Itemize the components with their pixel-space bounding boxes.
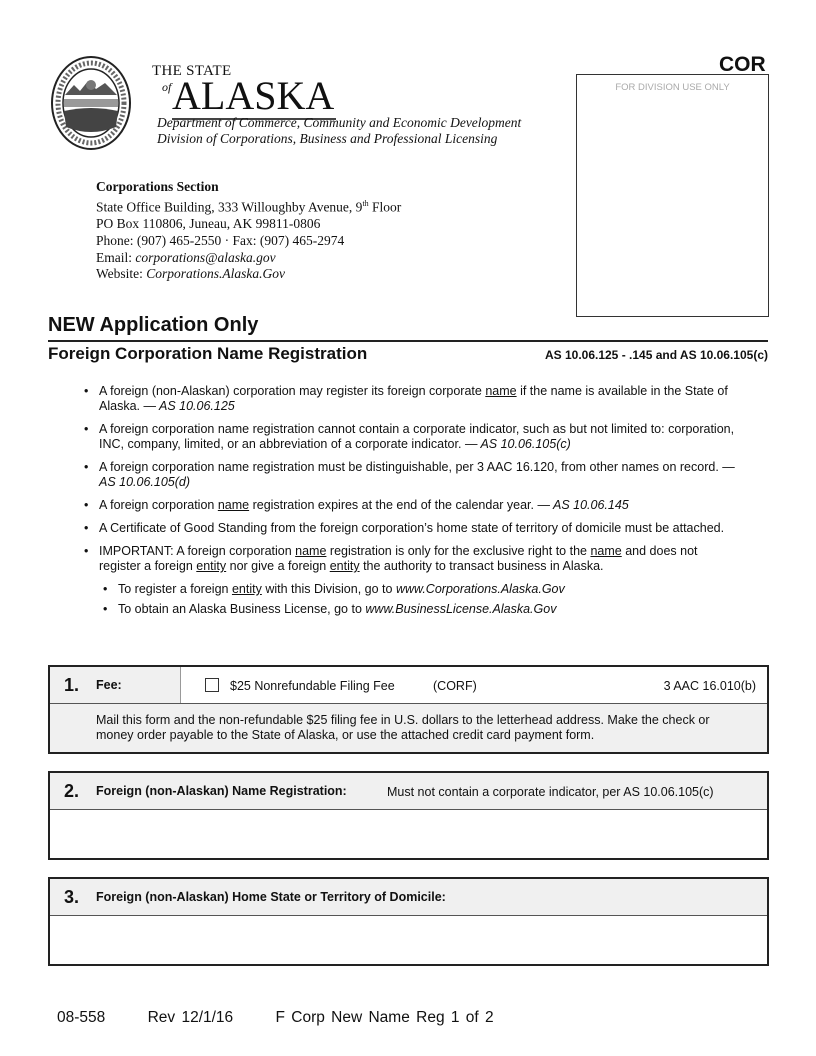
domicile-input[interactable] xyxy=(50,916,767,964)
title-rule xyxy=(48,340,768,342)
section-name: Corporations Section xyxy=(96,179,219,194)
bullet-text: To register a foreign xyxy=(118,582,232,596)
form-number: 08-558 xyxy=(57,1009,106,1026)
floor: Floor xyxy=(368,199,402,215)
division-use-label: FOR DIVISION USE ONLY xyxy=(615,82,730,93)
division-line: Division of Corporations, Business and Professional Licensing xyxy=(157,131,498,146)
fee-reference: 3 AAC 16.010(b) xyxy=(663,679,756,693)
form-subtitle: Foreign Corporation Name Registration xyxy=(48,344,368,363)
bullet-item xyxy=(80,384,740,414)
bullet-item xyxy=(80,422,740,452)
state-seal-logo xyxy=(50,55,132,151)
fee-note: Mail this form and the non-refundable $25 filing fee in U.S. dollars to the letterhead address. Make the check or money order payable to the State of Alaska, or use the attached credit card payment form. xyxy=(50,704,767,752)
section-header xyxy=(50,773,767,810)
bullet-text: registration is only for the exclusive right to the xyxy=(326,544,591,558)
bullet-text: if the name is available in the State of Alaska. xyxy=(99,384,728,413)
bullet-item xyxy=(99,602,740,617)
fee-checkbox[interactable] xyxy=(205,678,219,692)
section-label: Foreign (non-Alaskan) Name Registration: xyxy=(96,784,347,798)
department-name xyxy=(157,115,521,147)
section-3-domicile xyxy=(48,877,769,966)
website-link[interactable]: www.BusinessLicense.Alaska.Gov xyxy=(365,602,557,616)
email-label: Email: xyxy=(96,249,136,265)
statute-citation: — AS 10.06.105(c) xyxy=(464,437,571,451)
bullet-text: name xyxy=(295,544,327,558)
section-header xyxy=(50,879,767,916)
section-2-name xyxy=(48,771,769,860)
letterhead-address xyxy=(96,179,401,283)
section-number: 1. xyxy=(64,675,80,695)
website-line xyxy=(96,266,401,283)
bullet-text: nor give a foreign xyxy=(226,559,330,573)
fee-code: (CORF) xyxy=(433,679,477,693)
street: State Office Building, 333 Willoughby Avenue, 9 xyxy=(96,199,363,215)
form-code: COR xyxy=(719,53,766,76)
sub-bullets xyxy=(99,582,740,617)
main-bullets xyxy=(80,384,740,574)
section-hint: Must not contain a corporate indicator, per AS 10.06.105(c) xyxy=(387,785,714,799)
website-link[interactable]: www.Corporations.Alaska.Gov xyxy=(395,582,565,596)
statute-reference: AS 10.06.125 - .145 and AS 10.06.105(c) xyxy=(544,348,768,362)
revision: Rev 12/1/16 xyxy=(147,1009,234,1026)
bullet-text: A foreign corporation name registration cannot contain a corporate indicator, such as but not limited to: corporation, INC, company, limited, or an abbreviation of a corporate indicator. xyxy=(99,422,735,451)
statute-citation: — AS 10.06.145 xyxy=(537,498,629,512)
bullet-text: entity xyxy=(231,582,262,596)
phone-fax: Phone: (907) 465-2550 · Fax: (907) 465-2974 xyxy=(96,232,345,248)
section-label: Foreign (non-Alaskan) Home State or Territory of Domicile: xyxy=(96,890,446,904)
name-input[interactable] xyxy=(50,810,767,858)
bullet-text: registration expires at the end of the calendar year. xyxy=(249,498,538,512)
bullet-text: A foreign (non-Alaskan) corporation may register its foreign corporate xyxy=(99,384,486,398)
bullet-text: A Certificate of Good Standing from the foreign corporation’s home state of territory of domicile must be attached. xyxy=(99,521,725,535)
bullet-text: the authority to transact business in Alaska. xyxy=(359,559,604,573)
bullet-text: name xyxy=(485,384,517,398)
section-header xyxy=(50,667,767,704)
statute-citation: — AS 10.06.105(d) xyxy=(99,460,735,489)
bullet-text: A foreign corporation xyxy=(99,498,218,512)
statute-citation: — AS 10.06.125 xyxy=(143,399,235,413)
instructions-list xyxy=(80,384,740,622)
bullet-text: name xyxy=(590,544,622,558)
bullet-text: entity xyxy=(196,559,227,573)
dept-line: Department of Commerce, Community and Economic Development xyxy=(157,115,522,130)
bullet-item xyxy=(80,521,740,536)
alaska-wordmark: ALASKA xyxy=(172,73,335,118)
street-address xyxy=(96,196,401,216)
section-number: 3. xyxy=(64,887,80,907)
bullet-text: and does not register a foreign xyxy=(99,544,698,573)
po-box: PO Box 110806, Juneau, AK 99811-0806 xyxy=(96,216,321,232)
bullet-text: entity xyxy=(329,559,360,573)
section-number: 2. xyxy=(64,781,80,801)
page-footer xyxy=(57,1009,530,1027)
bullet-item xyxy=(80,460,740,490)
bullet-item xyxy=(80,544,740,574)
website-link[interactable]: Corporations.Alaska.Gov xyxy=(146,266,286,282)
sup: th xyxy=(362,198,369,208)
bullet-text: name xyxy=(217,498,250,512)
section-1-fee xyxy=(48,665,769,754)
bullet-text: IMPORTANT: A foreign corporation xyxy=(99,544,296,558)
form-description: F Corp New Name Reg 1 of 2 xyxy=(275,1009,494,1026)
email-link[interactable]: corporations@alaska.gov xyxy=(135,249,276,265)
bullet-text: with this Division, go to xyxy=(261,582,396,596)
website-label: Website: xyxy=(96,266,147,282)
division-use-box xyxy=(576,74,769,317)
section-label: Fee: xyxy=(96,678,122,692)
email-line xyxy=(96,250,401,267)
bullet-text: To obtain an Alaska Business License, go to xyxy=(118,602,366,616)
fee-option-label: $25 Nonrefundable Filing Fee xyxy=(230,679,395,693)
state-of: of xyxy=(162,80,172,94)
bullet-item xyxy=(99,582,740,597)
state-heading: THE STATE xyxy=(152,63,232,79)
bullet-text: A foreign corporation name registration must be distinguishable, per 3 AAC 16.120, from other names on record. xyxy=(99,460,723,474)
page-title: NEW Application Only xyxy=(48,314,259,336)
bullet-item xyxy=(80,498,740,513)
